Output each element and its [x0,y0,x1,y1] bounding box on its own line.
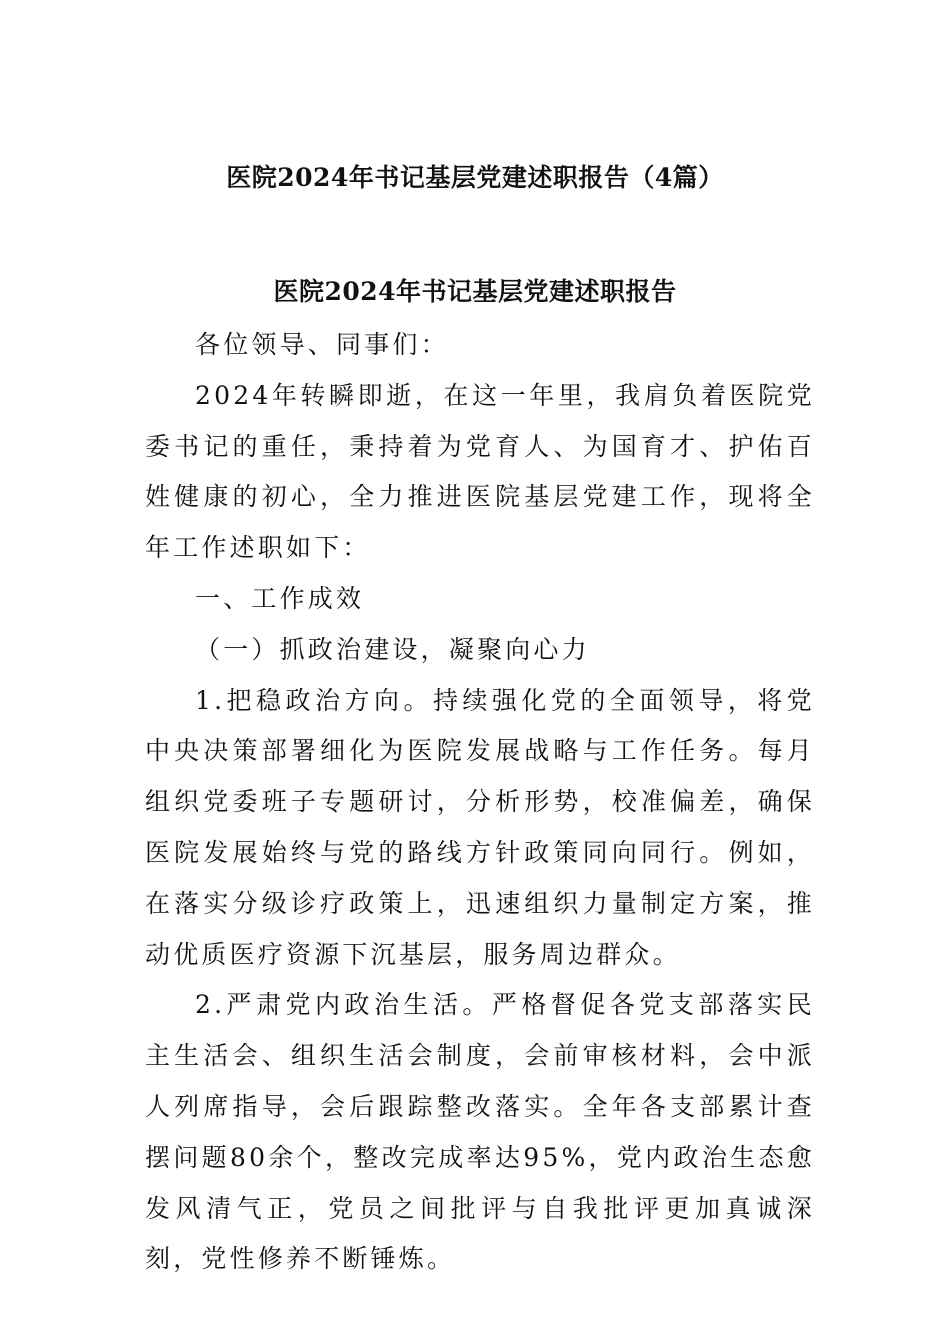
heading-level-2: （一）抓政治建设，凝聚向心力 [195,634,590,664]
salutation-paragraph: 各位领导、同事们： [195,330,449,359]
intro-paragraph: 2024年转瞬即逝，在这一年里，我肩负着医院党委书记的重任，秉持着为党育人、为国育才、护佑百姓健康的初心，全力推进医院基层党建工作，现将全年工作述职如下： [145,380,815,563]
body-paragraph: 2.严肃党内政治生活。严格督促各党支部落实民主生活会、组织生活会制度，会前审核材料，会中派人列席指导，会后跟踪整改落实。全年各支部累计查摆问题80余个，整改完成率达95%，党内政治生态愈发风清气正，党员之间批评与自我批评更加真诚深刻，党性修养不断锤炼。 [145,990,815,1274]
body-paragraph: 1.把稳政治方向。持续强化党的全面领导，将党中央决策部署细化为医院发展战略与工作任务。每月组织党委班子专题研讨，分析形势，校准偏差，确保医院发展始终与党的路线方针政策同向同行。例如，在落实分级诊疗政策上，迅速组织力量制定方案，推动优质医疗资源下沉基层，服务周边群众。 [145,685,815,969]
document-body [145,320,815,1285]
section-title: 医院2024年书记基层党建述职报告 [273,277,677,306]
document-title: 医院2024年书记基层党建述职报告（4篇） [226,163,724,192]
heading-level-1: 一、工作成效 [195,583,365,613]
